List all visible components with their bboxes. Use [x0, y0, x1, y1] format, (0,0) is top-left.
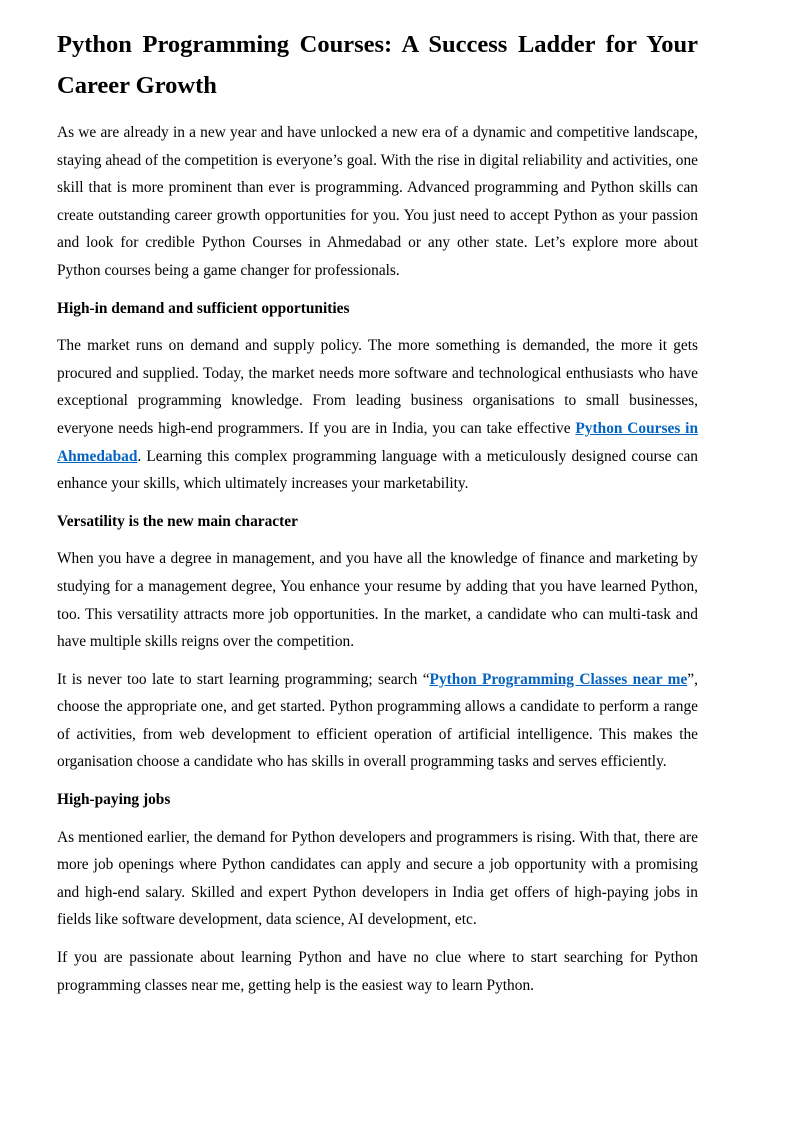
- python-courses-ahmedabad-link[interactable]: Python Courses in Ahmedabad: [57, 419, 699, 465]
- search-text-before: It is never too late to start learning programming; search “: [57, 670, 430, 688]
- section-heading-versatility: Versatility is the new main character: [57, 512, 298, 530]
- demand-text-after: . Learning this complex programming language with a meticulously designed course can enhance your skills, which ultimately increases your marketability.: [57, 447, 698, 493]
- demand-text-before: The market runs on demand and supply policy. The more something is demanded, the more it gets procured and supplied. Today, the market needs more software and technological enthusiasts who have exceptional programming knowledge. From leading business organisations to small businesses, everyone needs high-end programmers. If you are in India, you can take effective: [57, 337, 698, 437]
- search-text-after: ”, choose the appropriate one, and get started. Python programming allows a candidate to perform a range of activities, from web development to efficient operation of artificial intelligence. This makes the organisation choose a candidate who has skills in overall programming tasks and serves efficiently.: [57, 670, 698, 771]
- demand-paragraph: [57, 332, 698, 498]
- search-paragraph: [57, 666, 698, 776]
- closing-paragraph: If you are passionate about learning Python and have no clue where to start searching for Python programming classes near me, getting help is the easiest way to learn Python.: [57, 949, 698, 994]
- high-paying-paragraph: As mentioned earlier, the demand for Python developers and programmers is rising. With that, there are more job openings where Python candidates can apply and secure a job opportunity with a promising and high-end salary. Skilled and expert Python developers in India get offers of high-paying jobs in fields like software development, data science, AI development, etc.: [57, 828, 698, 929]
- section-heading-demand: High-in demand and sufficient opportunities: [57, 299, 350, 317]
- page-title: Python Programming Courses: A Success Ladder for Your Career Growth: [57, 31, 698, 99]
- intro-paragraph: As we are already in a new year and have unlocked a new era of a dynamic and competitive landscape, staying ahead of the competition is everyone’s goal. With the rise in digital reliability and activities, one skill that is more prominent than ever is programming. Advanced programming and Python skills can create outstanding career growth opportunities for you. You just need to accept Python as your passion and look for credible Python Courses in Ahmedabad or any other state. Let’s explore more about Python courses being a game changer for professionals.: [57, 124, 698, 279]
- document-page: [57, 24, 698, 1009]
- python-classes-near-me-link[interactable]: Python Programming Classes near me: [429, 670, 688, 688]
- versatility-paragraph: When you have a degree in management, and you have all the knowledge of finance and marketing by studying for a management degree, You enhance your resume by adding that you have learned Python, too. This versatility attracts more job opportunities. In the market, a candidate who can multi-task and have multiple skills reigns over the competition.: [57, 550, 698, 651]
- section-heading-high-paying: High-paying jobs: [57, 791, 171, 809]
